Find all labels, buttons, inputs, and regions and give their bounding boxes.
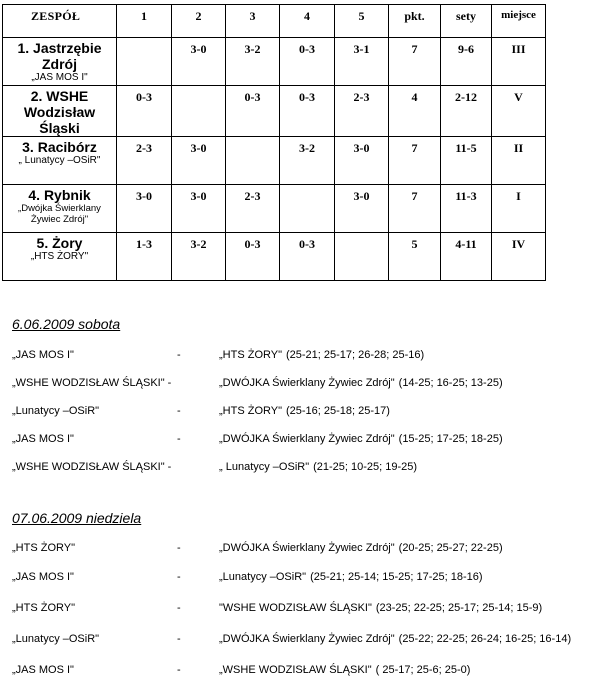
- match-home-team: „WSHE WODZISŁAW ŚLĄSKI" -: [12, 461, 172, 473]
- match-score: (25-16; 25-18; 25-17): [285, 405, 390, 417]
- team-cell: [3, 137, 117, 185]
- table-row: [3, 38, 546, 86]
- result-cell: 3-2: [172, 233, 226, 281]
- place-cell: V: [492, 86, 546, 137]
- match-away: [219, 433, 503, 445]
- section-title-saturday: 6.06.2009 sobota: [12, 316, 121, 332]
- header-col-4: 4: [280, 5, 335, 38]
- header-col-5: 5: [335, 5, 389, 38]
- result-cell: 3-0: [335, 137, 389, 185]
- result-cell: [226, 137, 280, 185]
- team-cell: [3, 38, 117, 86]
- match-away: [219, 349, 424, 361]
- team-name: 5. Żory: [36, 235, 83, 251]
- team-name: Wodzisław: [23, 104, 96, 120]
- table-row: [3, 86, 546, 137]
- result-cell: 3-2: [280, 137, 335, 185]
- points-cell: 7: [389, 38, 441, 86]
- match-separator: -: [177, 405, 181, 417]
- match-away: [219, 377, 503, 389]
- match-away: [219, 405, 390, 417]
- header-row: [3, 5, 546, 38]
- place-cell: II: [492, 137, 546, 185]
- result-cell: 0-3: [280, 233, 335, 281]
- match-home-team: „JAS MOS I": [12, 349, 74, 361]
- result-cell: [335, 233, 389, 281]
- team-name: Zdrój: [42, 56, 77, 72]
- match-separator: -: [177, 571, 181, 583]
- match-away: [219, 602, 542, 614]
- team-club: „HTS ŻORY": [30, 251, 89, 262]
- result-cell: 3-0: [335, 185, 389, 233]
- match-away: [219, 461, 417, 473]
- team-name: 4. Rybnik: [28, 187, 91, 203]
- match-home-team: „Lunatycy –OSiR": [12, 633, 100, 645]
- result-cell: 0-3: [226, 233, 280, 281]
- match-home-team: „JAS MOS I": [12, 664, 74, 676]
- match-score: (14-25; 16-25; 13-25): [398, 377, 503, 389]
- team-club: „Dwójka Świerklany: [18, 203, 101, 214]
- result-cell: 0-3: [117, 86, 172, 137]
- team-name: 3. Racibórz: [22, 139, 97, 155]
- team-name: 1. Jastrzębie: [17, 40, 102, 56]
- match-separator: -: [177, 349, 181, 361]
- result-cell: 3-0: [117, 185, 172, 233]
- team-cell: [3, 233, 117, 281]
- match-score: (15-25; 17-25; 18-25): [398, 433, 503, 445]
- match-away: [219, 542, 503, 554]
- result-cell: 0-3: [226, 86, 280, 137]
- team-cell: [3, 185, 117, 233]
- result-cell: [117, 38, 172, 86]
- match-away-team: „WSHE WODZISŁAW ŚLĄSKI": [219, 664, 372, 676]
- result-cell: 2-3: [335, 86, 389, 137]
- match-home-team: „WSHE WODZISŁAW ŚLĄSKI" -: [12, 377, 172, 389]
- header-sets: sety: [441, 5, 492, 38]
- match-score: (25-22; 22-25; 26-24; 16-25; 16-14): [398, 633, 572, 645]
- sets-cell: 11-3: [441, 185, 492, 233]
- match-away-team: „ Lunatycy –OSiR": [219, 461, 310, 473]
- result-cell: 3-1: [335, 38, 389, 86]
- result-cell: 3-0: [172, 185, 226, 233]
- header-col-3: 3: [226, 5, 280, 38]
- sets-cell: 9-6: [441, 38, 492, 86]
- result-cell: 3-0: [172, 38, 226, 86]
- place-cell: IV: [492, 233, 546, 281]
- section-title-sunday: 07.06.2009 niedziela: [12, 510, 142, 526]
- header-team: ZESPÓŁ: [3, 5, 117, 38]
- team-cell: [3, 86, 117, 137]
- match-away-team: „HTS ŻORY": [219, 405, 282, 417]
- team-club: „JAS MOS I": [31, 72, 88, 83]
- points-cell: 4: [389, 86, 441, 137]
- result-cell: 2-3: [226, 185, 280, 233]
- header-col-2: 2: [172, 5, 226, 38]
- match-home-team: „JAS MOS I": [12, 433, 74, 445]
- match-home-team: „HTS ŻORY": [12, 602, 75, 614]
- sets-cell: 2-12: [441, 86, 492, 137]
- result-cell: [172, 86, 226, 137]
- points-cell: 7: [389, 137, 441, 185]
- table-row: [3, 137, 546, 185]
- points-cell: 7: [389, 185, 441, 233]
- match-away-team: „DWÓJKA Świerklany Żywiec Zdrój": [219, 633, 395, 645]
- table-row: [3, 233, 546, 281]
- sets-cell: 11-5: [441, 137, 492, 185]
- result-cell: 3-0: [172, 137, 226, 185]
- match-score: (25-21; 25-14; 15-25; 17-25; 18-16): [310, 571, 483, 583]
- match-separator: -: [177, 433, 181, 445]
- result-cell: 1-3: [117, 233, 172, 281]
- match-separator: -: [177, 542, 181, 554]
- match-home-team: „HTS ŻORY": [12, 542, 75, 554]
- sets-cell: 4-11: [441, 233, 492, 281]
- team-club: Żywiec Zdrój": [30, 214, 89, 225]
- match-score: (20-25; 25-27; 22-25): [398, 542, 503, 554]
- match-separator: -: [177, 602, 181, 614]
- team-name: Śląski: [39, 120, 80, 136]
- header-place: miejsce: [492, 5, 546, 38]
- match-score: (23-25; 22-25; 25-17; 25-14; 15-9): [375, 602, 543, 614]
- points-cell: 5: [389, 233, 441, 281]
- header-points: pkt.: [389, 5, 441, 38]
- match-away: [219, 633, 571, 645]
- table-row: [3, 185, 546, 233]
- match-away-team: „DWÓJKA Świerklany Żywiec Zdrój": [219, 542, 395, 554]
- match-away: [219, 571, 483, 583]
- match-score: (25-21; 25-17; 26-28; 25-16): [285, 349, 425, 361]
- match-away-team: „DWÓJKA Świerklany Żywiec Zdrój": [219, 377, 395, 389]
- result-cell: 0-3: [280, 38, 335, 86]
- match-away-team: „HTS ŻORY": [219, 349, 282, 361]
- match-away-team: „Lunatycy –OSiR": [219, 571, 307, 583]
- place-cell: I: [492, 185, 546, 233]
- match-score: (21-25; 10-25; 19-25): [313, 461, 418, 473]
- match-away-team: „DWÓJKA Świerklany Żywiec Zdrój": [219, 433, 395, 445]
- match-home-team: „Lunatycy –OSiR": [12, 405, 100, 417]
- match-separator: -: [177, 664, 181, 676]
- standings-table: [2, 4, 546, 281]
- team-club: „ Lunatycy –OSiR": [18, 155, 101, 166]
- match-home-team: „JAS MOS I": [12, 571, 74, 583]
- team-name: 2. WSHE: [30, 88, 89, 104]
- result-cell: 0-3: [280, 86, 335, 137]
- match-away-team: "WSHE WODZISŁAW ŚLĄSKI": [219, 602, 372, 614]
- result-cell: 3-2: [226, 38, 280, 86]
- match-separator: -: [177, 633, 181, 645]
- header-col-1: 1: [117, 5, 172, 38]
- result-cell: [280, 185, 335, 233]
- match-away: [219, 664, 470, 676]
- place-cell: III: [492, 38, 546, 86]
- match-score: ( 25-17; 25-6; 25-0): [375, 664, 471, 676]
- result-cell: 2-3: [117, 137, 172, 185]
